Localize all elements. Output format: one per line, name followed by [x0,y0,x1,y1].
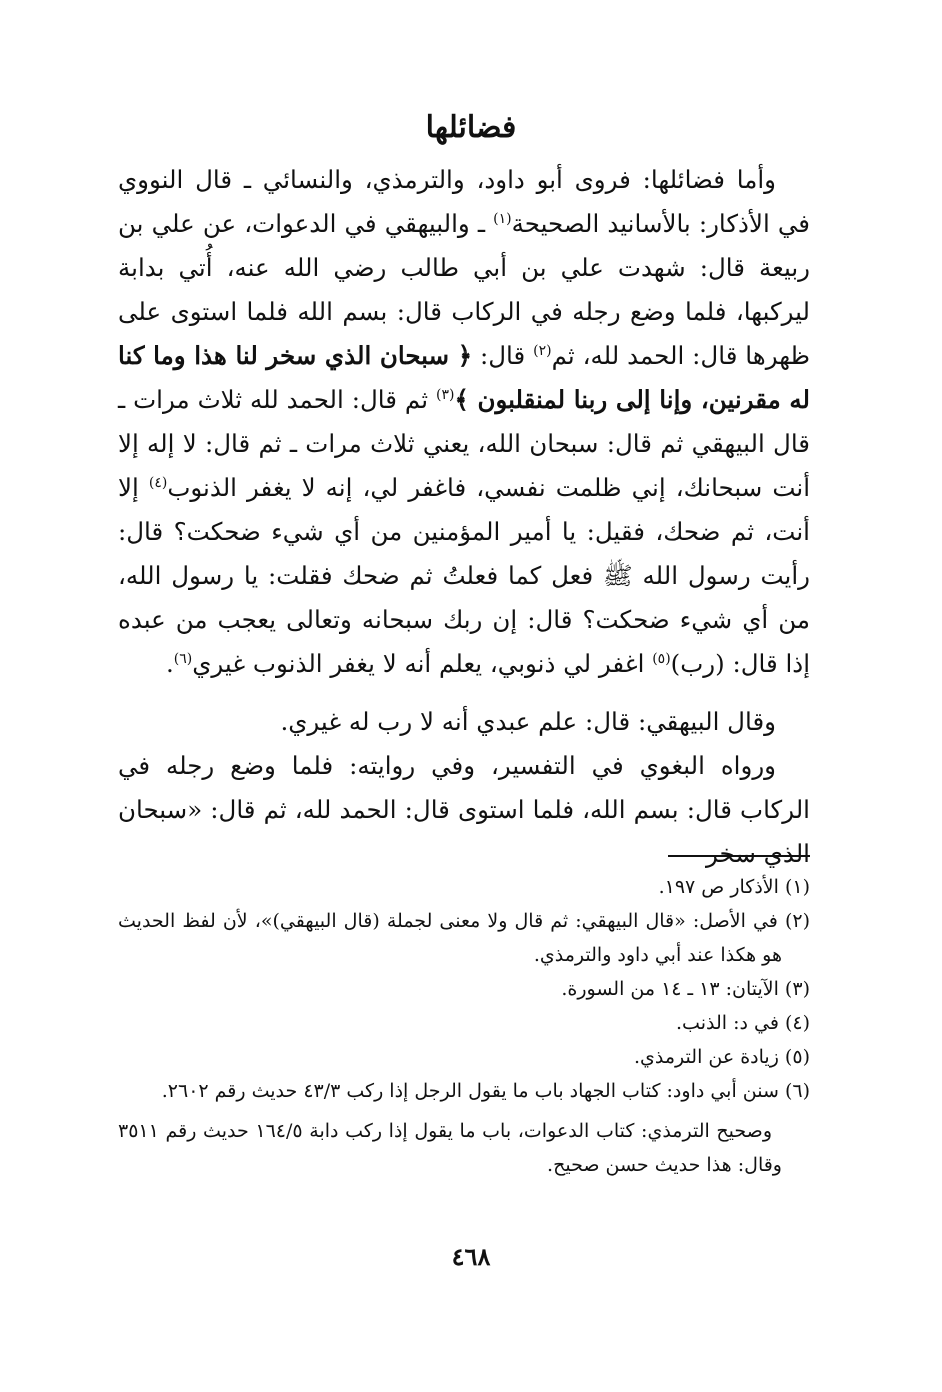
footnote-ref-5: (٥) [652,650,671,667]
footnote-5: (٥) زيادة عن الترمذي. [634,1046,810,1068]
footnote-ref-2: (٢) [533,342,552,359]
footnote-divider [668,855,810,857]
text-segment: وأما فضائلها: فروى أبو داود، والترمذي، والنسائي ـ قال النووي في الأذكار: بالأسانيد الصحيحة [118,165,810,238]
footnotes [118,870,810,1182]
page-heading: فضائلها [425,110,517,145]
footnote-3: (٣) الآيتان: ١٣ ـ ١٤ من السورة. [561,978,810,1000]
text-segment: . [165,649,174,678]
footnote-4: (٤) في د: الذنب. [676,1012,810,1034]
page-number: ٤٦٨ [451,1242,491,1271]
quran-verse: ﴿ سبحان الذي سخر لنا هذا وما كنا له مقرنين، وإنا إلى ربنا لمنقلبون ﴾ [118,341,810,414]
footnote-ref-1: (١) [493,210,512,227]
paragraph-baghawi: ورواه البغوي في التفسير، وفي روايته: فلما وضع رجله في الركاب قال: بسم الله، فلما استوى قال: الحمد لله، ثم قال: «سبحان الذي سخر [118,751,810,868]
text-segment: اغفر لي ذنوبي، يعلم أنه لا يغفر الذنوب غيري [192,649,653,678]
footnote-6: (٦) سنن أبي داود: كتاب الجهاد باب ما يقول الرجل إذا ركب ٤٣/٣ حديث رقم ٢٦٠٢. [161,1080,810,1102]
text-segment: ـ والبيهقي في الدعوات، عن علي بن ربيعة قال: شهدت علي بن أبي طالب رضي الله عنه، أُتي بدابة ليركبها، فلما وضع رجله في الركاب قال: بسم الله فلما استوى على ظهرها قال: الحمد لله، ثم [118,209,811,370]
footnote-2: (٢) في الأصل: «قال البيهقي: ثم قال ولا معنى لجملة (قال البيهقي)»، لأن لفظ الحديث هو هكذا عند أبي داود والترمذي. [118,910,810,966]
footnote-ref-4: (٤) [148,474,168,491]
footnote-6-continued: وصحيح الترمذي: كتاب الدعوات، باب ما يقول إذا ركب دابة ١٦٤/٥ حديث رقم ٣٥١١ وقال: هذا حديث حسن صحيح. [118,1120,782,1176]
footnote-ref-6: (٦) [173,650,193,667]
footnote-ref-3: (٣) [435,386,455,403]
text-segment: إلا أنت، ثم ضحك، فقيل: يا أمير المؤمنين من أي شيء ضحكت؟ قال: رأيت رسول الله ﷺ فعل كما فعلتُ ثم ضحك فقلت: يا رسول الله، من أي شيء ضحكت؟ قال: إن ربك سبحانه وتعالى يعجب من عبده إذا قال: (رب) [118,473,810,678]
footnote-1: (١) الأذكار ص ١٩٧. [658,876,810,898]
text-segment: قال: [472,341,534,370]
main-text [118,158,810,876]
paragraph-hadith [118,158,810,686]
paragraph-bayhaqi: وقال البيهقي: قال: علم عبدي أنه لا رب له غيري. [280,707,776,736]
text-segment: ثم قال: الحمد لله ثلاث مرات ـ قال البيهقي ثم قال: سبحان الله، يعني ثلاث مرات ـ ثم قال: لا إله إلا أنت سبحانك، إني ظلمت نفسي، فاغفر لي، إنه لا يغفر الذنوب [118,385,811,502]
